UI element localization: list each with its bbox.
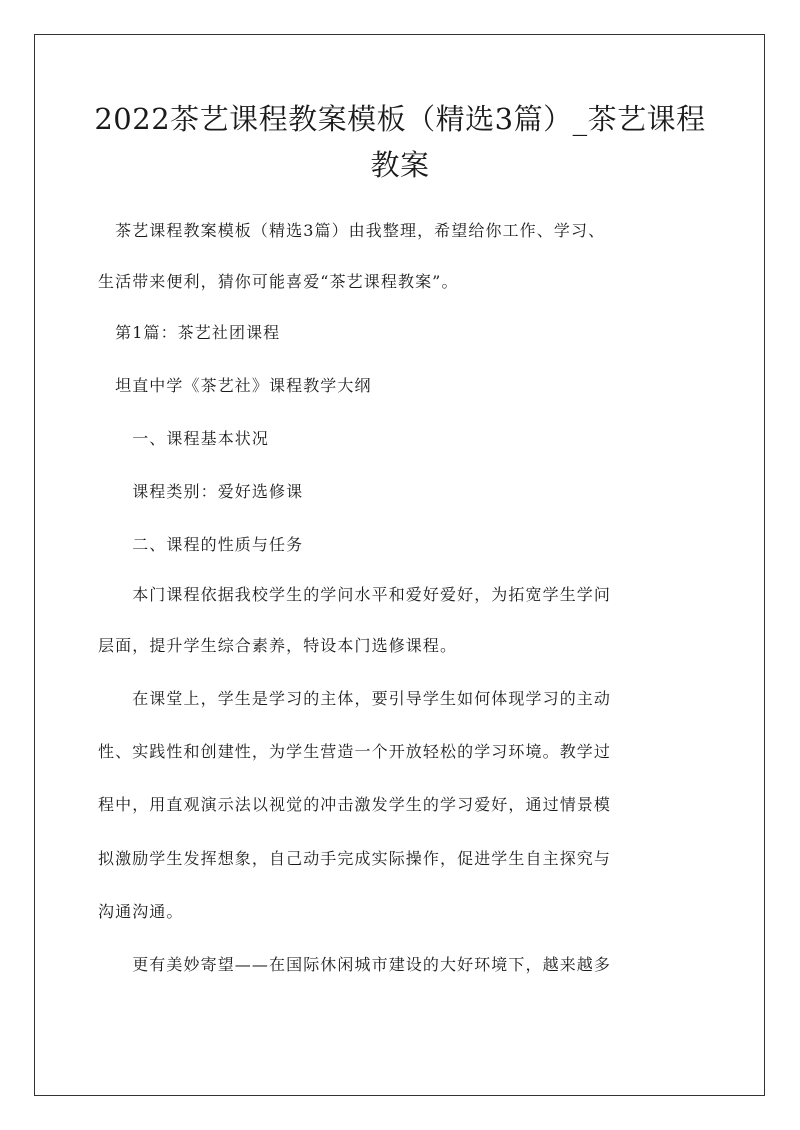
syllabus-title: 坦直中学《茶艺社》课程教学大纲 xyxy=(98,376,372,395)
document-title xyxy=(70,96,730,188)
title-line-2: 教案 xyxy=(370,148,430,182)
course-category: 课程类别：爱好选修课 xyxy=(98,482,304,501)
paragraph-line: 沟通沟通。 xyxy=(98,902,184,921)
paragraph-line: 拟激励学生发挥想象，自己动手完成实际操作，促进学生自主探究与 xyxy=(98,849,612,868)
intro-line-2: 生活带来便利，猜你可能喜爱“茶艺课程教案”。 xyxy=(98,272,459,291)
heading-nature-tasks: 二、课程的性质与任务 xyxy=(98,535,304,554)
intro-line-1: 茶艺课程教案模板（精选3篇）由我整理，希望给你工作、学习、 xyxy=(98,221,606,240)
section-heading: 第1篇：茶艺社团课程 xyxy=(98,323,281,342)
paragraph-line: 本门课程依据我校学生的学问水平和爱好爱好，为拓宽学生学问 xyxy=(98,585,612,604)
paragraph-line: 更有美妙寄望——在国际休闲城市建设的大好环境下，越来越多 xyxy=(98,955,612,974)
paragraph-line: 层面，提升学生综合素养，特设本门选修课程。 xyxy=(98,636,458,655)
paragraph-line: 程中，用直观演示法以视觉的冲击激发学生的学习爱好，通过情景模 xyxy=(98,795,612,814)
page-border xyxy=(34,34,765,1096)
paragraph-line: 性、实践性和创建性，为学生营造一个开放轻松的学习环境。教学过 xyxy=(98,742,612,761)
paragraph-line: 在课堂上，学生是学习的主体，要引导学生如何体现学习的主动 xyxy=(98,689,612,708)
heading-basic-info: 一、课程基本状况 xyxy=(98,429,270,448)
title-line-1: 2022茶艺课程教案模板（精选3篇）_茶艺课程 xyxy=(94,102,706,136)
